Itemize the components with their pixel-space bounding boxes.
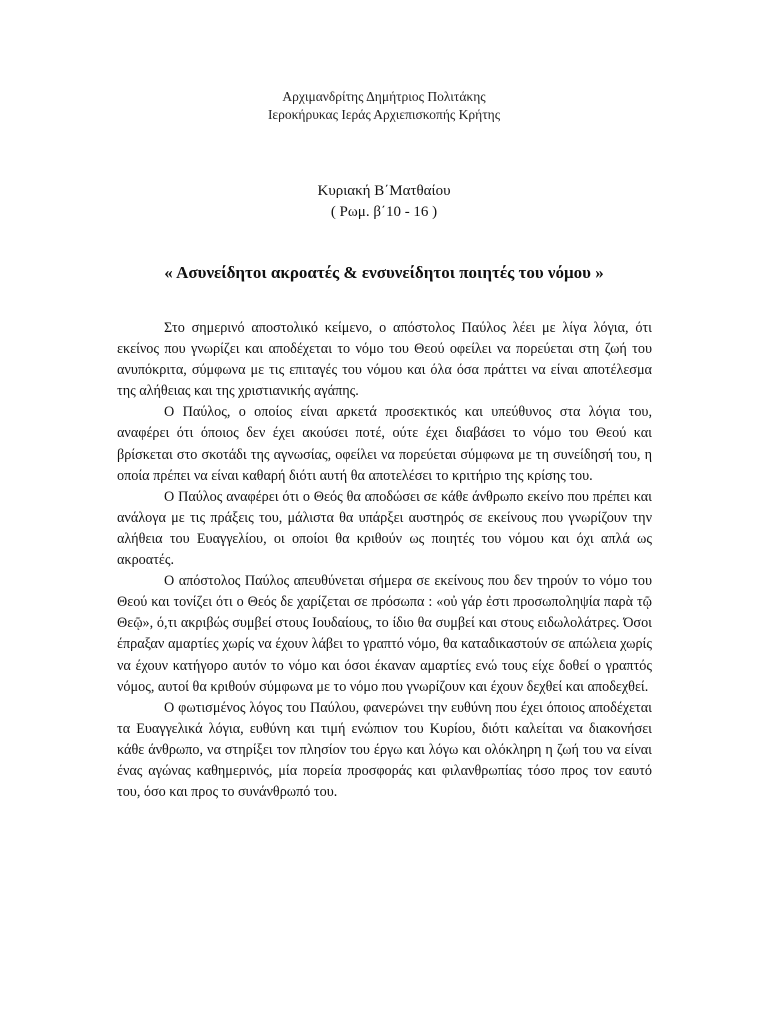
scripture-reference: ( Ρωμ. β΄10 - 16 ) [330, 204, 438, 220]
paragraph-4: Ο απόστολος Παύλος απευθύνεται σήμερα σε εκείνους που δεν τηρούν το νόμο του Θεού και τονίζει ότι ο Θεός δε χαρίζεται σε πρόσωπα : «οὐ γάρ ἐστι προσωποληψία παρὰ τῷ Θεῷ», ό,τι ακριβώς συμβεί στους Ιουδαίους, το ίδιο θα συμβεί και στους ειδωλολάτρες. Όσοι έπραξαν αμαρτίες χωρίς να έχουν λάβει το γραπτό νόμο, θα καταδικαστούν σε απώλεια χωρίς να έχουν κατήγορο αυτόν το νόμο και όσοι έκαναν αμαρτίες ενώ τους είχε δοθεί ο γραπτός νόμος, αυτοί θα κριθούν σύμφωνα με το νόμο που γνωρίζουν και έχουν δεχθεί και αποδεχθεί. [117, 573, 652, 695]
paragraph-5: Ο φωτισμένος λόγος του Παύλου, φανερώνει την ευθύνη που έχει όποιος αποδέχεται τα Ευαγγελικά λόγια, ευθύνη και τιμή ενώπιον του Κυρίου, διότι καλείται να διακονήσει κάθε άνθρωπο, να στηρίξει τον πλησίον του έργω και λόγω και ολόκληρη η ζωή του να είναι ένας αγώνας καθημερινός, μία πορεία προσφοράς και φιλανθρωπίας τόσο προς τον εαυτό του, όσο και προς το συνάνθρωπό του. [117, 699, 652, 801]
author-name: Αρχιμανδρίτης Δημήτριος Πολιτάκης [282, 89, 486, 104]
sermon-body [117, 318, 652, 803]
author-header [0, 88, 768, 124]
sunday-header [0, 181, 768, 223]
paragraph-2: Ο Παύλος, ο οποίος είναι αρκετά προσεκτικός και υπεύθυνος στα λόγια του, αναφέρει ότι όποιος δεν έχει ακούσει ποτέ, ούτε έχει διαβάσει το νόμο του Θεού και βρίσκεται στο σκοτάδι της αγνωσίας, οφείλει να πορεύεται σύμφωνα με τη συνείδησή του, η οποία πρέπει να είναι καθαρή διότι αυτή θα αποτελέσει το κριτήριο της κρίσης του. [117, 404, 652, 484]
paragraph-1: Στο σημερινό αποστολικό κείμενο, ο απόστολος Παύλος λέει με λίγα λόγια, ότι εκείνος που γνωρίζει και αποδέχεται το νόμο του Θεού οφείλει να πορεύεται στη ζωή του ανυπόκριτα, σύμφωνα με τις επιταγές του νόμου και όλα όσα πράττει να είναι αποτέλεσμα της αλήθειας και της χριστιανικής αγάπης. [117, 320, 652, 400]
author-role: Ιεροκήρυκας Ιεράς Αρχιεπισκοπής Κρήτης [267, 107, 501, 122]
paragraph-3: Ο Παύλος αναφέρει ότι ο Θεός θα αποδώσει σε κάθε άνθρωπο εκείνο που πρέπει και ανάλογα με τις πράξεις του, μάλιστα θα υπάρξει αυστηρός σε εκείνους που γνωρίζουν την αλήθεια του Ευαγγελίου, οι οποίοι θα κριθούν ως ποιητές του νόμου και όχι απλά ως ακροατές. [117, 488, 652, 569]
sermon-title: « Ασυνείδητοι ακροατές & ενσυνείδητοι ποιητές του νόμου » [164, 263, 604, 282]
sunday-title: Κυριακή Β΄Ματθαίου [317, 183, 451, 199]
